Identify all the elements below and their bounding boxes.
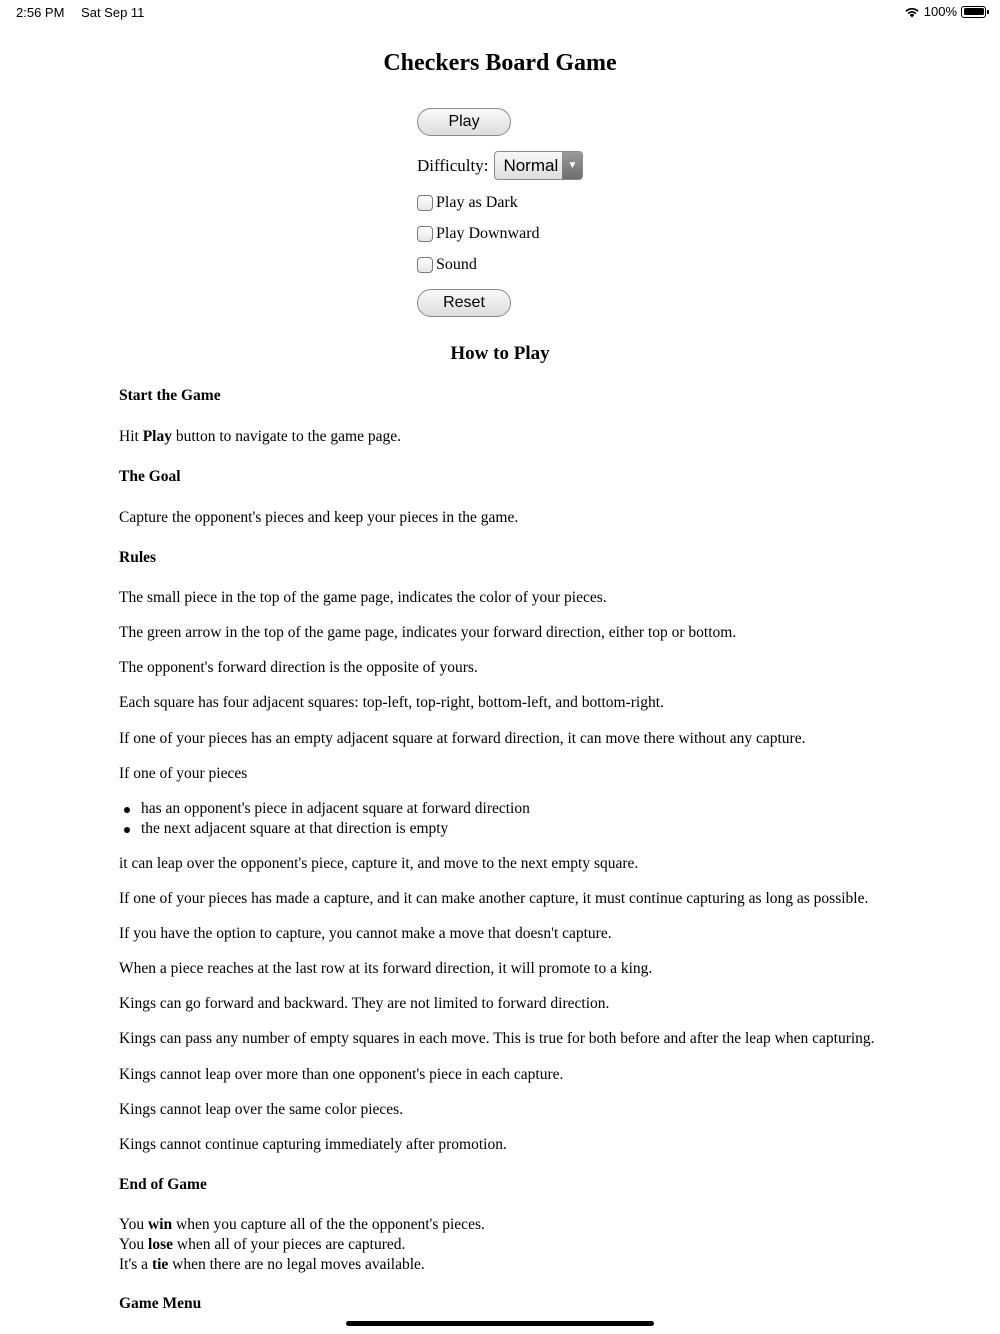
sound-checkbox[interactable] xyxy=(417,257,433,273)
rule-text: If one of your pieces has made a capture, and it can make another capture, it must continue capturing as long as possible. xyxy=(119,890,869,907)
start-game-text: Hit Play button to navigate to the game page. xyxy=(119,428,401,445)
status-right xyxy=(904,4,986,19)
status-time: 2:56 PM xyxy=(16,5,65,20)
difficulty-select[interactable] xyxy=(494,151,583,180)
home-indicator[interactable] xyxy=(346,1321,654,1326)
status-date: Sat Sep 11 xyxy=(81,5,145,20)
rule-text: The small piece in the top of the game page, indicates the color of your pieces. xyxy=(119,589,607,606)
play-as-dark-label: Play as Dark xyxy=(436,194,518,211)
how-to-play-heading: How to Play xyxy=(450,343,550,364)
rule-text: If one of your pieces has an empty adjacent square at forward direction, it can move there without any capture. xyxy=(119,730,806,747)
play-as-dark-row[interactable] xyxy=(417,194,518,212)
rule-text: Kings can pass any number of empty squares in each move. This is true for both before and after the leap when capturing. xyxy=(119,1030,875,1047)
end-tie-text: It's a tie when there are no legal moves available. xyxy=(119,1256,425,1273)
page-title: Checkers Board Game xyxy=(383,50,617,76)
rule-text: If one of your pieces xyxy=(119,765,248,782)
play-as-dark-checkbox[interactable] xyxy=(417,195,433,211)
status-left xyxy=(16,5,157,20)
play-button[interactable]: Play xyxy=(417,108,511,136)
rule-text: If you have the option to capture, you cannot make a move that doesn't capture. xyxy=(119,925,612,942)
play-downward-label: Play Downward xyxy=(436,225,540,242)
end-of-game-heading: End of Game xyxy=(119,1176,207,1193)
sound-row[interactable] xyxy=(417,256,477,274)
play-downward-row[interactable] xyxy=(417,225,540,243)
rule-text: Kings cannot leap over the same color pieces. xyxy=(119,1101,404,1118)
rule-text: When a piece reaches at the last row at its forward direction, it will promote to a king. xyxy=(119,960,653,977)
controls-panel xyxy=(417,108,677,311)
difficulty-value: Normal xyxy=(503,155,559,175)
rule-text: Kings cannot continue capturing immediately after promotion. xyxy=(119,1136,507,1153)
status-bar xyxy=(0,0,1000,26)
end-lose-text: You lose when all of your pieces are captured. xyxy=(119,1236,406,1253)
chevron-down-icon: ▼ xyxy=(562,152,582,179)
goal-heading: The Goal xyxy=(119,468,181,485)
list-item: the next adjacent square at that direction is empty xyxy=(141,820,449,837)
difficulty-label: Difficulty: xyxy=(417,155,489,175)
rule-text: Kings can go forward and backward. They are not limited to forward direction. xyxy=(119,995,610,1012)
game-menu-heading: Game Menu xyxy=(119,1295,202,1312)
end-win-text: You win when you capture all of the the opponent's pieces. xyxy=(119,1216,485,1233)
rule-text: Kings cannot leap over more than one opponent's piece in each capture. xyxy=(119,1066,564,1083)
battery-icon xyxy=(961,6,986,18)
rules-heading: Rules xyxy=(119,549,157,566)
play-downward-checkbox[interactable] xyxy=(417,226,433,242)
list-item: has an opponent's piece in adjacent square at forward direction xyxy=(141,800,530,817)
battery-percentage: 100% xyxy=(923,4,957,19)
difficulty-row xyxy=(417,151,583,180)
rule-text: Each square has four adjacent squares: top-left, top-right, bottom-left, and bottom-right. xyxy=(119,694,664,711)
reset-button[interactable]: Reset xyxy=(417,289,511,317)
rule-text: The opponent's forward direction is the opposite of yours. xyxy=(119,659,478,676)
rule-text: The green arrow in the top of the game page, indicates your forward direction, either top or bottom. xyxy=(119,624,737,641)
goal-text: Capture the opponent's pieces and keep your pieces in the game. xyxy=(119,509,519,526)
rule-text: it can leap over the opponent's piece, capture it, and move to the next empty square. xyxy=(119,855,639,872)
wifi-icon xyxy=(904,6,920,18)
start-game-heading: Start the Game xyxy=(119,387,221,404)
sound-label: Sound xyxy=(436,256,477,273)
